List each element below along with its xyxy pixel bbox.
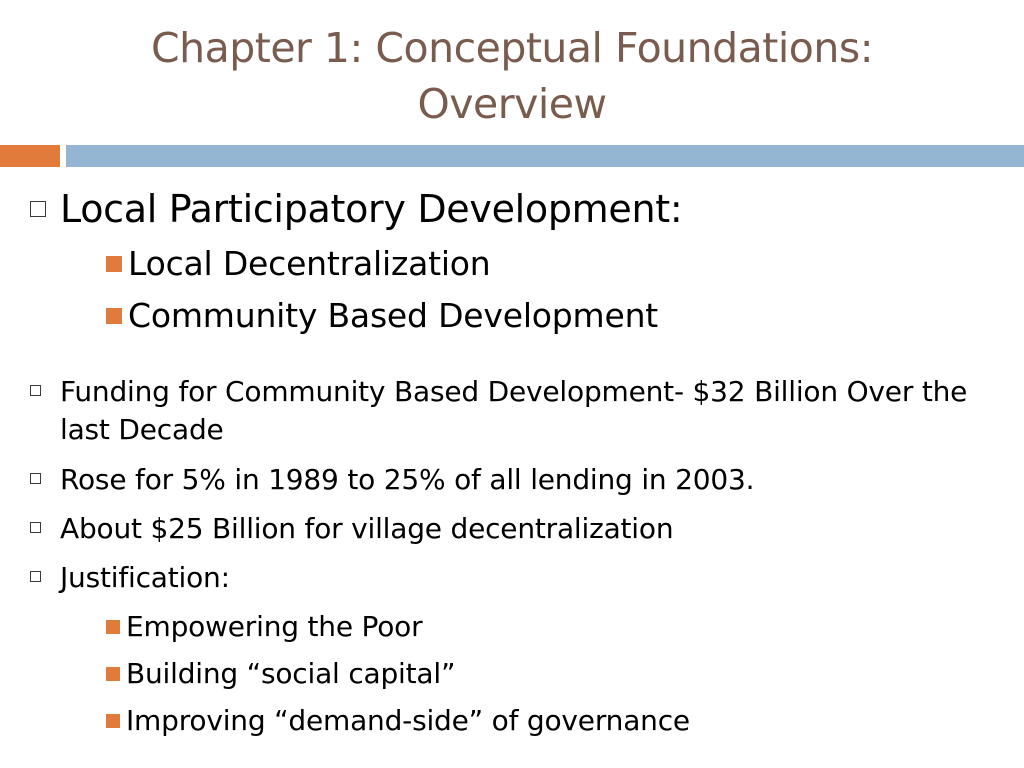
slide-title-line-2: Overview (417, 80, 607, 128)
accent-bar-orange (0, 145, 60, 167)
hollow-square-bullet-icon (30, 571, 41, 582)
bullet-village-decentralization (30, 510, 1000, 548)
filled-square-bullet-icon (106, 714, 120, 728)
sub-bullet-text: Community Based Development (128, 296, 659, 335)
bullet-text: Funding for Community Based Development- $32 Billion Over the last Decade (60, 375, 968, 446)
bullet-text: Local Participatory Development: (60, 187, 683, 231)
sub-bullet-text: Improving “demand-side” of governance (126, 704, 690, 737)
hollow-square-bullet-icon (30, 522, 41, 533)
sub-bullet-demand-side-governance (106, 703, 690, 739)
bullet-text: About $25 Billion for village decentralization (60, 512, 674, 545)
slide-title (40, 20, 984, 132)
hollow-square-bullet-icon (30, 385, 41, 396)
bullet-lending-rise (30, 461, 1000, 499)
bullet-funding (30, 373, 1000, 449)
filled-square-bullet-icon (106, 667, 120, 681)
accent-bar-blue (66, 145, 1024, 167)
hollow-square-bullet-icon (30, 473, 41, 484)
sub-bullet-empowering-the-poor (106, 609, 422, 645)
filled-square-bullet-icon (106, 308, 122, 324)
sub-bullet-text: Empowering the Poor (126, 610, 423, 643)
filled-square-bullet-icon (106, 256, 122, 272)
sub-bullet-social-capital (106, 656, 455, 692)
filled-square-bullet-icon (106, 620, 120, 634)
sub-bullet-local-decentralization (106, 242, 491, 286)
sub-bullet-text: Local Decentralization (128, 244, 491, 283)
slide-title-line-1: Chapter 1: Conceptual Foundations: (150, 24, 874, 72)
sub-bullet-text: Building “social capital” (126, 657, 456, 690)
bullet-local-participatory-development (30, 185, 1000, 233)
bullet-text: Justification: (60, 561, 230, 594)
bullet-text: Rose for 5% in 1989 to 25% of all lending in 2003. (60, 463, 755, 496)
hollow-square-bullet-icon (30, 201, 46, 217)
sub-bullet-community-based-development (106, 294, 658, 338)
bullet-justification (30, 559, 1000, 597)
